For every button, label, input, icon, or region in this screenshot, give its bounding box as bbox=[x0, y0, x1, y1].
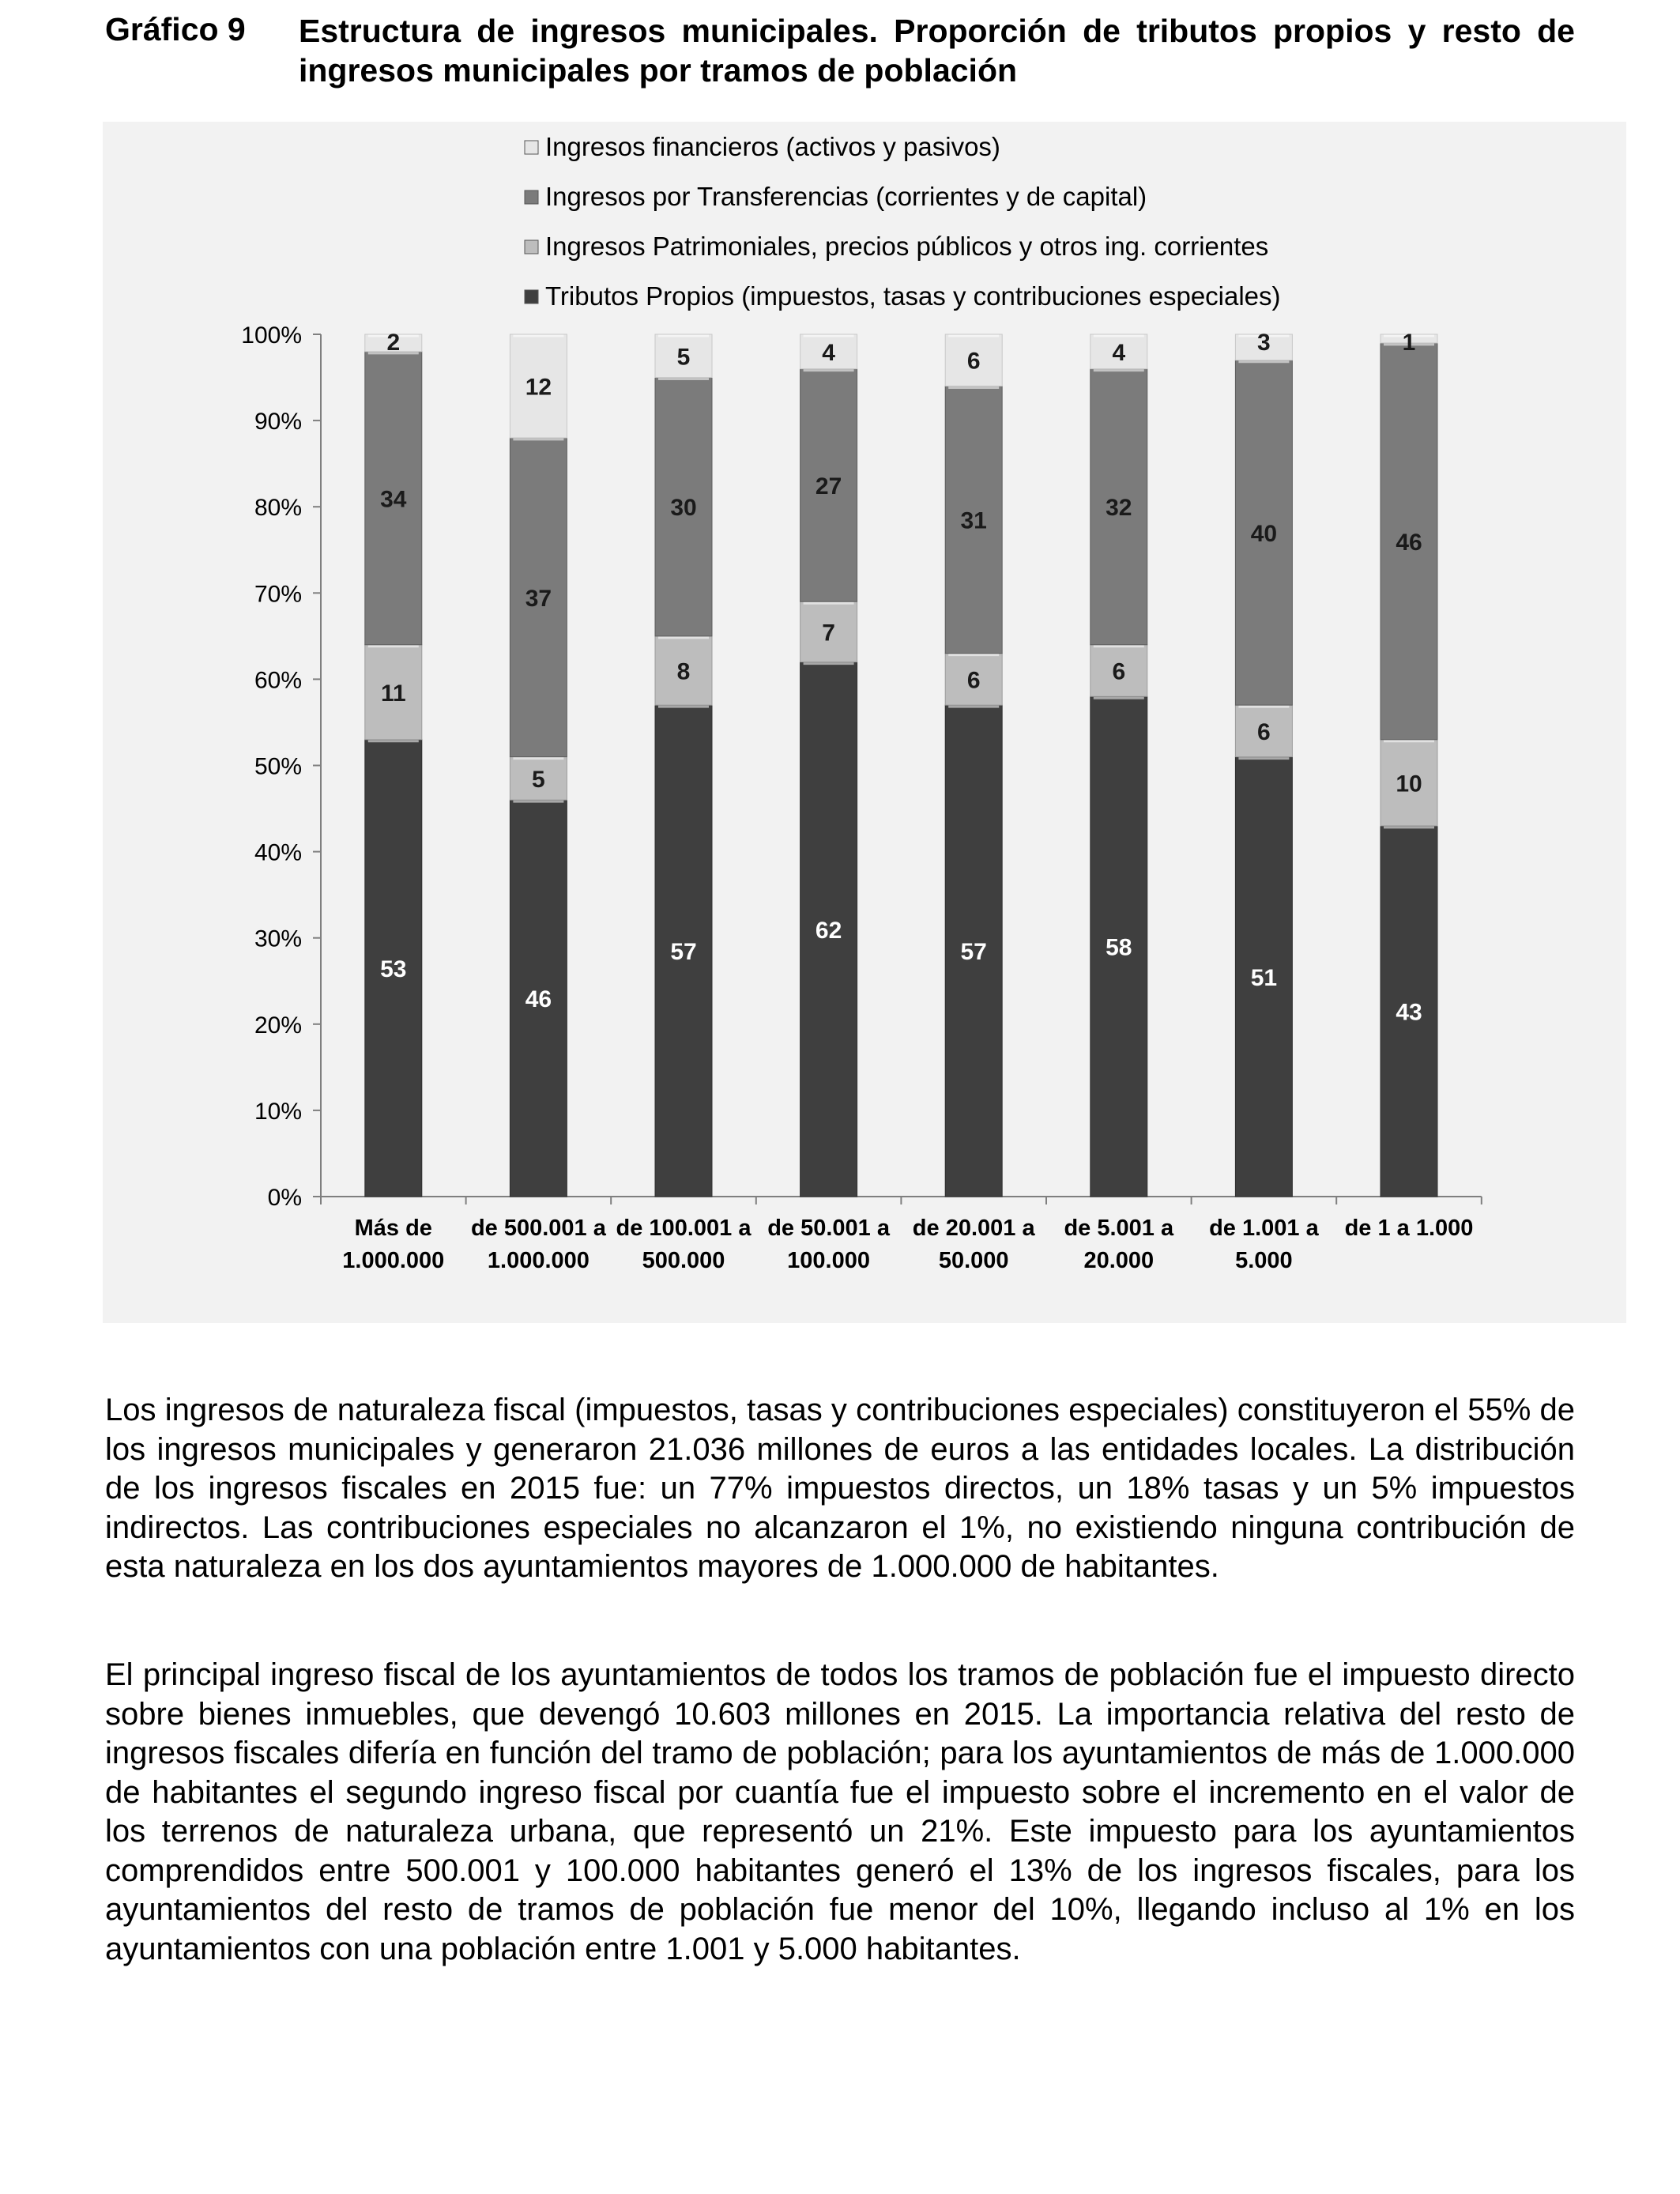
stacked-bar-chart bbox=[103, 122, 1626, 1323]
legend-entry: Ingresos por Transferencias (corrientes y de capital) bbox=[545, 182, 1147, 211]
data-label: 43 bbox=[1396, 999, 1422, 1026]
data-label: 53 bbox=[380, 956, 407, 982]
y-tick-label: 0% bbox=[267, 1185, 302, 1211]
legend-swatch bbox=[525, 190, 538, 204]
data-label: 1 bbox=[1402, 330, 1416, 356]
legend-entry: Tributos Propios (impuestos, tasas y contribuciones especiales) bbox=[545, 281, 1281, 311]
y-tick-label: 60% bbox=[254, 667, 302, 694]
data-label: 51 bbox=[1250, 964, 1278, 991]
x-tick-label: 50.000 bbox=[938, 1248, 1009, 1273]
data-label: 4 bbox=[822, 339, 835, 366]
x-tick-label: 1.000.000 bbox=[487, 1248, 590, 1273]
data-label: 12 bbox=[525, 374, 552, 401]
y-tick-label: 40% bbox=[254, 839, 302, 866]
y-tick-label: 50% bbox=[254, 753, 302, 780]
body-paragraph-1: Los ingresos de naturaleza fiscal (impuestos, tasas y contribuciones especiales) constituyeron el 55% de los ingresos municipales y generaron 21.036 millones de euros a las entidades locales. La distribución de los ingresos fiscales en 2015 fue: un 77% impuestos directos, un 18% tasas y un 5% impuestos indirectos. Las contribuciones especiales no alcanzaron el 1%, no existiendo ninguna contribución de esta naturaleza en los dos ayuntamientos mayores de 1.000.000 de habitantes. bbox=[105, 1393, 1575, 1584]
legend-swatch bbox=[525, 141, 538, 154]
data-label: 57 bbox=[670, 939, 697, 966]
data-label: 4 bbox=[1112, 339, 1126, 366]
legend-entry: Ingresos Patrimoniales, precios públicos y otros ing. corrientes bbox=[545, 232, 1269, 261]
x-tick-label: de 1 a 1.000 bbox=[1344, 1216, 1474, 1241]
data-label: 5 bbox=[676, 344, 691, 371]
y-tick-label: 20% bbox=[254, 1012, 302, 1039]
x-tick-label: de 20.001 a bbox=[912, 1216, 1035, 1241]
data-label: 10 bbox=[1396, 771, 1422, 797]
figure-number: Gráfico 9 bbox=[105, 11, 246, 47]
data-label: 8 bbox=[676, 658, 691, 685]
body-paragraph-2: El principal ingreso fiscal de los ayuntamientos de todos los tramos de población fue el impuesto directo sobre bienes inmuebles, que devengó 10.603 millones en 2015. La importancia relativa del resto de ingresos fiscales difería en función del tramo de población; para los ayuntamientos de más de 1.000.000 de habitantes el segundo ingreso fiscal por cuantía fue el impuesto sobre el incremento en el valor de los terrenos de naturaleza urbana, que representó un 21%. Este impuesto para los ayuntamientos comprendidos entre 500.001 y 100.000 habitantes generó el 13% de los ingresos fiscales, para los ayuntamientos del resto de tramos de población fue menor del 10%, llegando incluso al 1% en los ayuntamientos con una población entre 1.001 y 5.000 habitantes. bbox=[105, 1657, 1575, 1966]
data-label: 7 bbox=[822, 620, 835, 647]
x-tick-label: 1.000.000 bbox=[342, 1248, 445, 1273]
y-tick-label: 80% bbox=[254, 495, 302, 522]
x-tick-label: 20.000 bbox=[1083, 1248, 1155, 1273]
data-label: 46 bbox=[525, 986, 552, 1013]
data-label: 57 bbox=[960, 939, 987, 966]
figure-title: Estructura de ingresos municipales. Proporción de tributos propios y resto de ingresos municipales por tramos de población bbox=[299, 13, 1575, 89]
y-tick-label: 10% bbox=[254, 1098, 302, 1125]
data-label: 6 bbox=[1257, 718, 1271, 745]
x-tick-label: de 500.001 a bbox=[470, 1216, 606, 1241]
data-label: 34 bbox=[380, 486, 407, 513]
x-tick-label: 5.000 bbox=[1235, 1248, 1293, 1273]
data-label: 37 bbox=[525, 585, 552, 612]
x-tick-label: de 50.001 a bbox=[767, 1216, 890, 1241]
data-label: 5 bbox=[532, 766, 545, 793]
y-tick-label: 30% bbox=[254, 925, 302, 952]
data-label: 6 bbox=[966, 667, 981, 694]
x-tick-label: de 1.001 a bbox=[1209, 1216, 1319, 1241]
data-label: 3 bbox=[1257, 330, 1271, 356]
data-label: 31 bbox=[960, 507, 987, 534]
y-tick-label: 100% bbox=[241, 322, 302, 349]
data-label: 40 bbox=[1250, 520, 1278, 547]
x-tick-label: 500.000 bbox=[642, 1248, 725, 1273]
legend-swatch bbox=[525, 290, 538, 303]
x-tick-label: de 100.001 a bbox=[616, 1216, 751, 1241]
data-label: 58 bbox=[1106, 934, 1132, 961]
data-label: 62 bbox=[815, 917, 842, 944]
data-label: 46 bbox=[1396, 529, 1422, 556]
data-label: 30 bbox=[670, 495, 697, 522]
legend-swatch bbox=[525, 240, 538, 254]
legend-entry: Ingresos financieros (activos y pasivos) bbox=[545, 132, 1000, 161]
x-tick-label: de 5.001 a bbox=[1064, 1216, 1174, 1241]
data-label: 2 bbox=[386, 330, 401, 356]
data-label: 32 bbox=[1106, 495, 1132, 522]
data-label: 6 bbox=[1112, 658, 1126, 685]
x-tick-label: Más de bbox=[354, 1216, 432, 1241]
data-label: 11 bbox=[380, 680, 406, 707]
data-label: 6 bbox=[966, 348, 981, 375]
x-tick-label: 100.000 bbox=[787, 1248, 871, 1273]
data-label: 27 bbox=[815, 473, 842, 499]
y-tick-label: 70% bbox=[254, 581, 302, 608]
chart-panel bbox=[103, 122, 1626, 1323]
y-tick-label: 90% bbox=[254, 409, 302, 435]
